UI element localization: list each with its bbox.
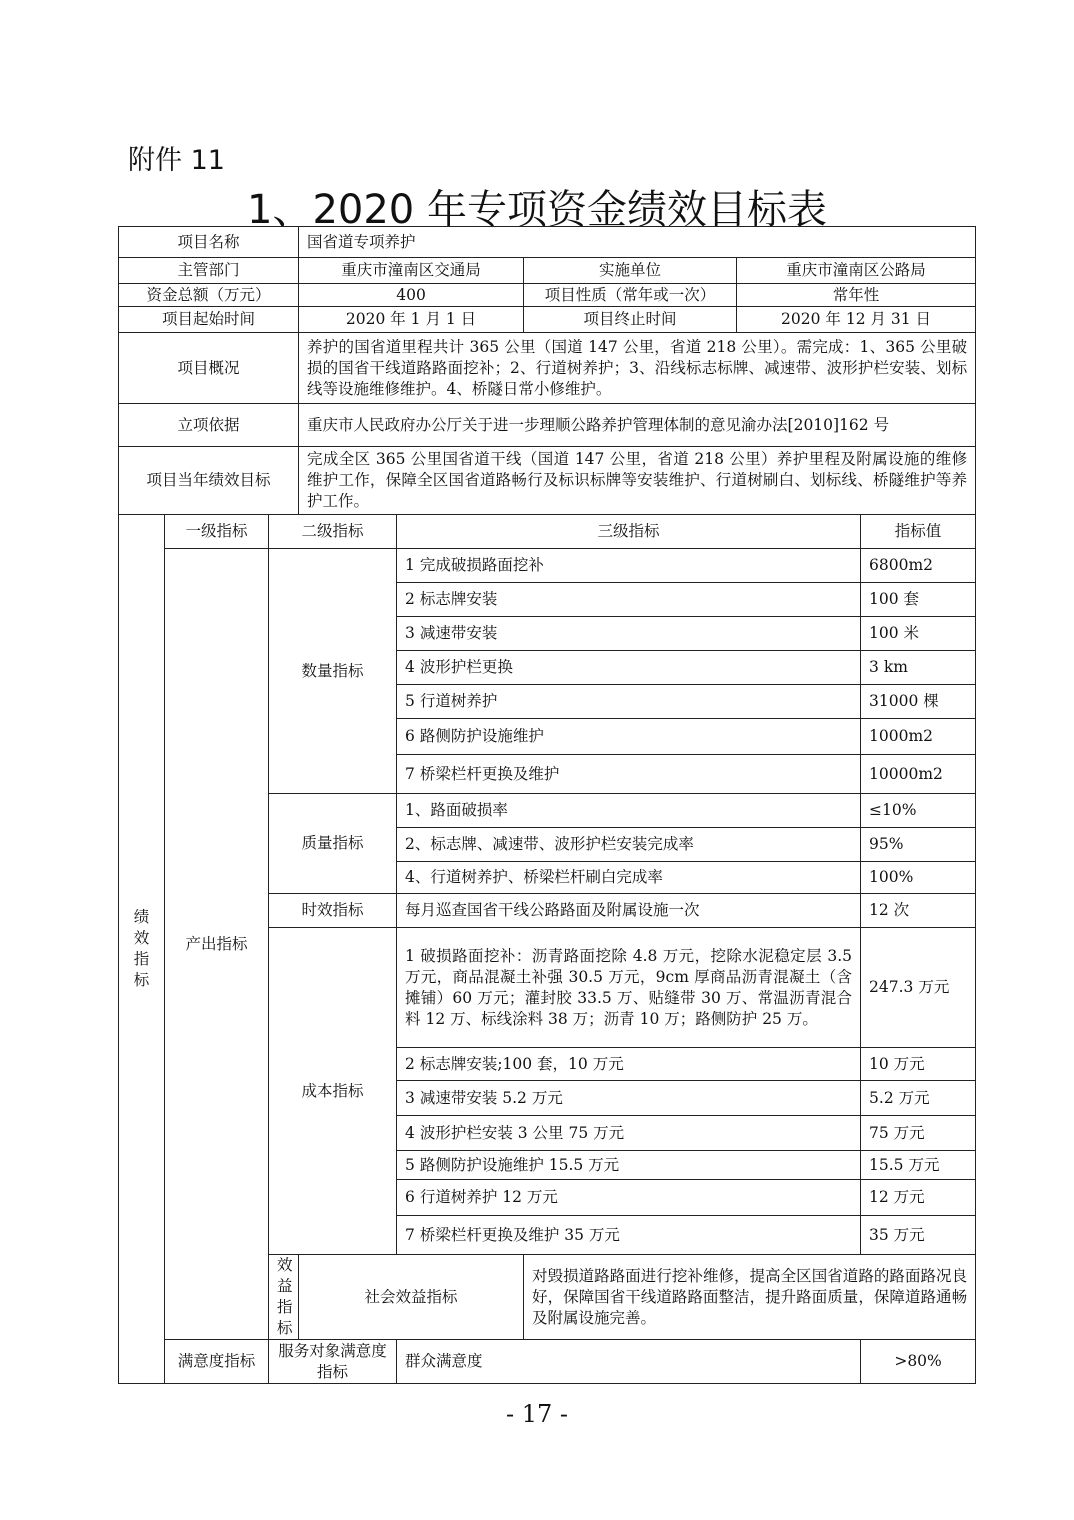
header-value: 指标值 — [861, 515, 976, 549]
project-name-value: 国省道专项养护 — [299, 227, 976, 258]
cost-name: 6 行道树养护 12 万元 — [397, 1180, 861, 1216]
quality-name: 2、标志牌、减速带、波形护栏安装完成率 — [397, 828, 861, 862]
time-label: 时效指标 — [269, 894, 397, 928]
quantity-value: 31000 棵 — [861, 685, 976, 719]
quantity-name: 6 路侧防护设施维护 — [397, 719, 861, 755]
cost-label: 成本指标 — [269, 928, 397, 1255]
impl-label: 实施单位 — [524, 258, 737, 284]
row-basis — [119, 404, 976, 447]
fund-label: 资金总额（万元） — [119, 284, 299, 307]
end-label: 项目终止时间 — [524, 307, 737, 333]
end-value: 2020 年 12 月 31 日 — [737, 307, 976, 333]
page-title: 1、2020 年专项资金绩效目标表 — [247, 187, 827, 233]
nature-value: 常年性 — [737, 284, 976, 307]
quantity-name: 7 桥梁栏杆更换及维护 — [397, 755, 861, 794]
output-label: 产出指标 — [165, 549, 269, 1340]
goal-value: 完成全区 365 公里国省道干线（国道 147 公里，省道 218 公里）养护里程及附属设施的维修维护工作，保障全区国省道路畅行及标识标牌等安装维护、行道树刷白、划标线、桥隧维护等养护工作。 — [299, 447, 976, 515]
social-name: 对毁损道路路面进行挖补维修，提高全区国省道路的路面路况良好，保障国省干线道路路面整洁，提升路面质量，保障道路通畅及附属设施完善。 — [524, 1255, 976, 1340]
cost-value: 5.2 万元 — [861, 1081, 976, 1116]
header-level3: 三级指标 — [397, 515, 861, 549]
header-level2: 二级指标 — [269, 515, 397, 549]
quality-value: 100% — [861, 862, 976, 894]
service-value: >80% — [861, 1340, 976, 1384]
quality-label: 质量指标 — [269, 794, 397, 894]
dept-label: 主管部门 — [119, 258, 299, 284]
row-dept — [119, 258, 976, 284]
service-name: 群众满意度 — [397, 1340, 861, 1384]
social-label: 社会效益指标 — [299, 1255, 524, 1340]
cost-value: 10 万元 — [861, 1048, 976, 1081]
cost-value: 247.3 万元 — [861, 928, 976, 1048]
fund-value: 400 — [299, 284, 524, 307]
cost-name: 2 标志牌安装;100 套，10 万元 — [397, 1048, 861, 1081]
quality-value: 95% — [861, 828, 976, 862]
row-project-name — [119, 227, 976, 258]
quantity-name: 2 标志牌安装 — [397, 583, 861, 617]
service-label: 服务对象满意度指标 — [269, 1340, 397, 1384]
quantity-label: 数量指标 — [269, 549, 397, 794]
header-level1: 一级指标 — [165, 515, 269, 549]
quality-value: ≤10% — [861, 794, 976, 828]
project-name-label: 项目名称 — [119, 227, 299, 258]
perf-label: 绩 效 指 标 — [119, 515, 165, 1384]
cost-name: 7 桥梁栏杆更换及维护 35 万元 — [397, 1216, 861, 1255]
cost-name: 4 波形护栏安装 3 公里 75 万元 — [397, 1116, 861, 1151]
quantity-value: 6800m2 — [861, 549, 976, 583]
impl-value: 重庆市潼南区公路局 — [737, 258, 976, 284]
cost-name: 1 破损路面挖补：沥青路面挖除 4.8 万元，挖除水泥稳定层 3.5 万元，商品混凝土补强 30.5 万元，9cm 厚商品沥青混凝土（含摊铺）60 万元；灌封胶 33.5 万、贴缝带 30 万、常温沥青混合料 12 万、标线涂料 38 万；沥青 10 万；路侧防护 25 万。 — [397, 928, 861, 1048]
row-goal — [119, 447, 976, 515]
quantity-name: 3 减速带安装 — [397, 617, 861, 651]
row-overview — [119, 333, 976, 404]
start-value: 2020 年 1 月 1 日 — [299, 307, 524, 333]
attachment-label: 附件 11 — [128, 145, 225, 176]
cost-value: 35 万元 — [861, 1216, 976, 1255]
quantity-value: 1000m2 — [861, 719, 976, 755]
cost-value: 12 万元 — [861, 1180, 976, 1216]
nature-label: 项目性质（常年或一次） — [524, 284, 737, 307]
page-number: - 17 - — [505, 1400, 568, 1428]
goal-label: 项目当年绩效目标 — [119, 447, 299, 515]
cost-name: 3 减速带安装 5.2 万元 — [397, 1081, 861, 1116]
table-row — [119, 1340, 976, 1384]
quantity-name: 1 完成破损路面挖补 — [397, 549, 861, 583]
overview-label: 项目概况 — [119, 333, 299, 404]
basis-value: 重庆市人民政府办公厅关于进一步理顺公路养护管理体制的意见渝办法[2010]162 号 — [299, 404, 976, 447]
overview-value: 养护的国省道里程共计 365 公里（国道 147 公里，省道 218 公里）。需完成：1、365 公里破损的国省干线道路路面挖补；2、行道树养护；3、沿线标志标牌、减速带、波形护栏安装、划标线等设施维修维护。4、桥隧日常小修维护。 — [299, 333, 976, 404]
start-label: 项目起始时间 — [119, 307, 299, 333]
quantity-value: 3 km — [861, 651, 976, 685]
benefit-label: 效益指标 — [269, 1255, 299, 1340]
performance-table — [118, 226, 976, 1384]
quantity-name: 4 波形护栏更换 — [397, 651, 861, 685]
row-indicator-header — [119, 515, 976, 549]
satisfaction-label: 满意度指标 — [165, 1340, 269, 1384]
time-value: 12 次 — [861, 894, 976, 928]
quality-name: 4、行道树养护、桥梁栏杆刷白完成率 — [397, 862, 861, 894]
quantity-value: 100 套 — [861, 583, 976, 617]
basis-label: 立项依据 — [119, 404, 299, 447]
row-dates — [119, 307, 976, 333]
cost-value: 15.5 万元 — [861, 1151, 976, 1180]
quantity-name: 5 行道树养护 — [397, 685, 861, 719]
table-row — [119, 549, 976, 583]
time-name: 每月巡查国省干线公路路面及附属设施一次 — [397, 894, 861, 928]
quality-name: 1、路面破损率 — [397, 794, 861, 828]
quantity-value: 10000m2 — [861, 755, 976, 794]
dept-value: 重庆市潼南区交通局 — [299, 258, 524, 284]
cost-value: 75 万元 — [861, 1116, 976, 1151]
quantity-value: 100 米 — [861, 617, 976, 651]
row-fund — [119, 284, 976, 307]
cost-name: 5 路侧防护设施维护 15.5 万元 — [397, 1151, 861, 1180]
